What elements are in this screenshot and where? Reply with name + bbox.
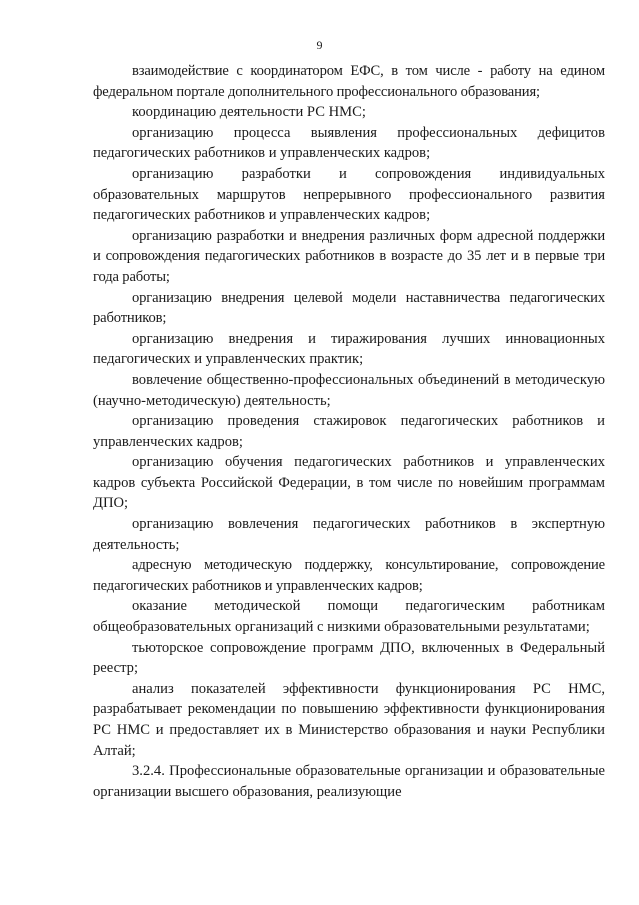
paragraph-deficits-identification: организацию процесса выявления профессиональных дефицитов педагогических работников и управленческих кадров;	[93, 124, 605, 162]
document-body	[93, 61, 605, 802]
paragraph-internships: организацию проведения стажировок педагогических работников и управленческих кадров;	[93, 413, 605, 450]
page-number: 9	[316, 38, 323, 52]
paragraph-efficiency-analysis: анализ показателей эффективности функционирования РС НМС, разрабатывает рекомендации по повышению эффективности функционирования РС НМС и предоставляет их в Министерство образования и науки Республики Алтай;	[93, 680, 605, 759]
paragraph-young-teachers-support: организацию разработки и внедрения различных форм адресной поддержки и сопровождения педагогических работников в возрасте до 35 лет и в первые три года работы;	[93, 227, 605, 285]
paragraph-best-practices: организацию внедрения и тиражирования лучших инновационных педагогических и управленческих практик;	[93, 330, 605, 368]
paragraph-training: организацию обучения педагогических работников и управленческих кадров субъекта Российской Федерации, в том числе по новейшим программам ДПО;	[93, 454, 605, 512]
paragraph-tutoring: тьюторское сопровождение программ ДПО, включенных в Федеральный реестр;	[93, 639, 605, 677]
paragraph-low-results-help: оказание методической помощи педагогическим работникам общеобразовательных организаций с низкими образовательными результатами;	[93, 598, 605, 636]
paragraph-section-3-2-4: 3.2.4. Профессиональные образовательные организации и образовательные организации высшего образования, реализующие	[93, 763, 605, 800]
paragraph-efs-interaction: взаимодействие с координатором ЕФС, в том числе - работу на едином федеральном портале дополнительного профессионального образования;	[93, 63, 605, 100]
paragraph-professional-associations: вовлечение общественно-профессиональных объединений в методическую (научно-методическую) деятельность;	[93, 371, 605, 409]
paragraph-rs-nms-coordination: координацию деятельности РС НМС;	[132, 104, 366, 121]
paragraph-methodical-support: адресную методическую поддержку, консультирование, сопровождение педагогических работников и управленческих кадров;	[93, 557, 605, 594]
paragraph-expert-activity: организацию вовлечения педагогических работников в экспертную деятельность;	[93, 516, 605, 553]
paragraph-mentorship-model: организацию внедрения целевой модели наставничества педагогических работников;	[93, 289, 605, 327]
paragraph-individual-routes: организацию разработки и сопровождения индивидуальных образовательных маршрутов непрерывного профессионального развития педагогических работников и управленческих кадров;	[93, 165, 605, 224]
